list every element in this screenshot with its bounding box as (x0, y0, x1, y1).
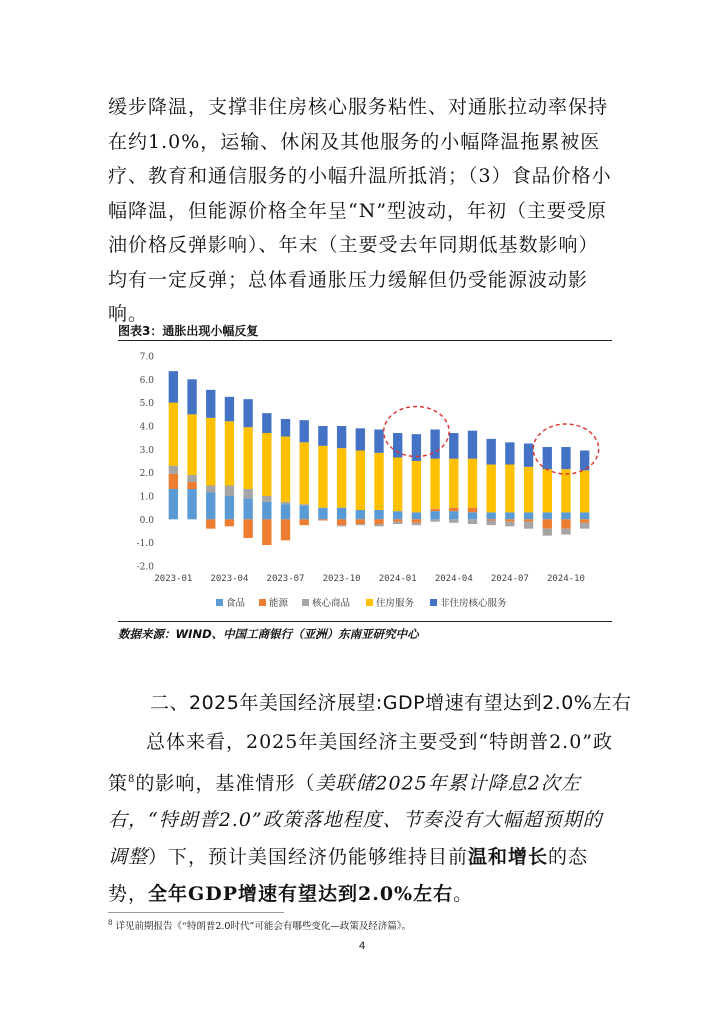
bar-segment (505, 465, 514, 513)
bar-segment (543, 469, 552, 512)
bar-segment (393, 511, 402, 519)
bar-segment (300, 420, 309, 442)
bar-segment (318, 519, 327, 520)
bar-segment (561, 469, 570, 512)
bar-segment (524, 512, 533, 519)
p1-bold-1: 温和增长 (468, 846, 549, 869)
bar-segment (393, 458, 402, 512)
bar-segment (262, 502, 271, 520)
bar-segment (337, 519, 346, 525)
bar-segment (225, 496, 234, 519)
bar-segment (262, 413, 271, 433)
section-paragraph (108, 724, 618, 913)
bar-segment (430, 519, 439, 521)
bar-segment (337, 426, 346, 448)
bar-segment (524, 522, 533, 529)
bar-segment (281, 519, 290, 540)
bar-segment (543, 519, 552, 528)
bar-segment (187, 379, 196, 414)
bar-segment (281, 419, 290, 437)
bar-segment (543, 512, 552, 519)
bar-segment (468, 431, 477, 459)
bar-segment (318, 426, 327, 446)
legend-label: 食品 (226, 598, 246, 609)
bar-segment (412, 512, 421, 519)
bar-segment (169, 489, 178, 519)
footnote-ref[interactable]: 8 (128, 774, 136, 785)
p1-bold-2: 全年GDP增速有望达到2.0%左右 (148, 883, 454, 906)
bar-segment (393, 433, 402, 458)
body-paragraph: 缓步降温，支撑非住房核心服务粘性、对通胀拉动率保持在约1.0%，运输、休闲及其他服务的小幅降温拖累被医疗、教育和通信服务的小幅升温所抵消；（3）食品价格小幅降温，但能源价格全年呈“N”型波动，年初（主要受原油价格反弹影响）、年末（主要受去年同期低基数影响）均有一定反弹；总体看通胀压力缓解但仍受能源波动影响。 (108, 96, 612, 325)
bar-segment (561, 529, 570, 535)
bar-segment (561, 447, 570, 469)
bar-segment (356, 451, 365, 511)
bar-segment (524, 467, 533, 513)
bar-segment (487, 521, 496, 526)
bar-segment (337, 508, 346, 520)
bar-segment (505, 522, 514, 527)
bar-segment (505, 442, 514, 464)
bar-segment (449, 433, 458, 459)
legend-swatch (430, 599, 437, 606)
legend-swatch (259, 599, 266, 606)
y-tick-label: 7.0 (139, 352, 154, 363)
figure-top-rule (118, 340, 612, 341)
legend-label: 住房服务 (376, 598, 415, 609)
bar-segment (262, 519, 271, 545)
figure-caption: 图表3：通胀出现小幅反复 (118, 324, 259, 338)
x-tick-label: 2024-01 (378, 574, 417, 584)
p1-end: 。 (453, 883, 474, 906)
bar-segment (487, 519, 496, 520)
bar-segment (393, 519, 402, 521)
bar-segment (393, 522, 402, 524)
bar-segment (243, 519, 252, 538)
legend-label: 能源 (269, 598, 289, 609)
bar-segment (356, 519, 365, 524)
bar-segment (356, 428, 365, 450)
bar-segment (337, 525, 346, 526)
bar-segment (487, 512, 496, 519)
bar-segment (187, 482, 196, 489)
bar-segment (206, 493, 215, 520)
bar-segment (300, 442, 309, 504)
bar-segment (487, 439, 496, 465)
bar-segment (412, 523, 421, 525)
bar-segment (318, 508, 327, 520)
bar-segment (449, 459, 458, 508)
bar-segment (262, 433, 271, 496)
bar-segment (468, 459, 477, 508)
footnote-text: 详见前期报告《“特朗普2.0时代”可能会有哪些变化—政策及经济篇》。 (115, 921, 412, 932)
bar-segment (187, 489, 196, 519)
bar-segment (281, 504, 290, 519)
bar-segment (169, 466, 178, 474)
bar-segment (505, 512, 514, 519)
legend-swatch (302, 599, 309, 606)
bar-segment (374, 524, 383, 526)
p1-after: ）下，预计美国经济仍能够维持目前 (148, 846, 469, 869)
bar-segment (468, 508, 477, 513)
x-tick-label: 2024-04 (434, 574, 473, 584)
bar-segment (225, 421, 234, 485)
footnote (108, 918, 411, 932)
bar-segment (318, 446, 327, 508)
page-number: 4 (358, 940, 366, 952)
x-tick-label: 2023-10 (322, 574, 361, 584)
y-tick-label: 2.0 (139, 469, 154, 480)
bar-segment (374, 430, 383, 453)
bar-segment (243, 489, 252, 498)
figure-bottom-rule (118, 621, 612, 622)
legend-label: 非住房核心服务 (440, 598, 507, 609)
bar-segment (300, 505, 309, 519)
bar-segment (580, 519, 589, 523)
x-tick-label: 2023-01 (154, 574, 193, 584)
bar-segment (187, 475, 196, 482)
legend-swatch (216, 599, 223, 606)
bar-segment (300, 519, 309, 525)
y-tick-label: 1.0 (139, 492, 154, 503)
bar-segment (374, 453, 383, 510)
legend-swatch (366, 599, 373, 606)
bar-segment (580, 470, 589, 512)
bar-segment (487, 465, 496, 513)
legend-label: 核心商品 (312, 598, 351, 609)
bar-segment (374, 519, 383, 524)
bar-segment (356, 510, 365, 519)
y-tick-label: -2.0 (136, 562, 154, 573)
bar-segment (449, 508, 458, 512)
bar-segment (468, 519, 477, 524)
bar-segment (449, 519, 458, 523)
bar-segment (206, 519, 215, 528)
p1-rest: 的影响，基准情形（ (135, 772, 316, 795)
bar-segment (356, 524, 365, 525)
y-tick-label: 3.0 (139, 445, 154, 456)
x-tick-label: 2023-04 (210, 574, 249, 584)
p1-italic: 美联储2025年累计降息2次左右，“特朗普2.0”政策落地程度、节奏没有大幅超预期的调整 (108, 772, 603, 869)
bar-segment (524, 444, 533, 467)
x-tick-label: 2024-10 (546, 574, 585, 584)
y-tick-label: 5.0 (139, 399, 154, 410)
bar-segment (225, 519, 234, 526)
bar-segment (337, 448, 346, 508)
bar-segment (543, 529, 552, 536)
bar-segment (300, 504, 309, 505)
bar-segment (543, 447, 552, 469)
bar-segment (243, 427, 252, 489)
bar-segment (374, 510, 383, 519)
bar-segment (206, 418, 215, 486)
bar-segment (169, 371, 178, 403)
y-tick-label: 6.0 (139, 375, 154, 386)
x-tick-label: 2024-07 (490, 574, 529, 584)
bar-segment (468, 512, 477, 519)
bar-segment (524, 519, 533, 521)
bar-segment (561, 519, 570, 528)
stacked-bar-chart (118, 342, 612, 620)
bar-segment (430, 509, 439, 511)
bar-segment (412, 461, 421, 512)
footnote-number: 8 (108, 918, 113, 927)
x-tick-label: 2023-07 (266, 574, 305, 584)
bar-segment (412, 519, 421, 523)
bar-segment (225, 397, 234, 421)
section-heading: 二、2025年美国经济展望:GDP增速有望达到2.0%左右 (150, 692, 632, 714)
y-tick-label: 0.0 (139, 515, 154, 526)
figure-source: 数据来源：WIND、中国工商银行（亚洲）东南亚研究中心 (118, 627, 419, 641)
bar-segment (505, 519, 514, 521)
bar-segment (243, 399, 252, 427)
bar-segment (281, 437, 290, 502)
bar-segment (281, 502, 290, 504)
p1-text: 总体来看，2025年美国经济主要受到“特朗普2.0”政策 (108, 731, 613, 795)
bar-segment (206, 390, 215, 418)
y-tick-label: -1.0 (136, 539, 154, 550)
bar-segment (430, 511, 439, 519)
bar-segment (187, 414, 196, 475)
bar-segment (225, 486, 234, 497)
bar-segment (580, 512, 589, 519)
bar-segment (449, 511, 458, 519)
bar-segment (262, 496, 271, 502)
p1-mid: 的态势， (108, 846, 589, 906)
y-tick-label: 4.0 (139, 422, 154, 433)
bar-segment (206, 486, 215, 493)
bar-segment (430, 459, 439, 509)
bar-segment (169, 403, 178, 466)
bar-segment (169, 474, 178, 489)
bar-segment (561, 512, 570, 519)
bar-segment (243, 498, 252, 519)
bar-segment (580, 523, 589, 529)
footnote-rule (108, 912, 284, 913)
